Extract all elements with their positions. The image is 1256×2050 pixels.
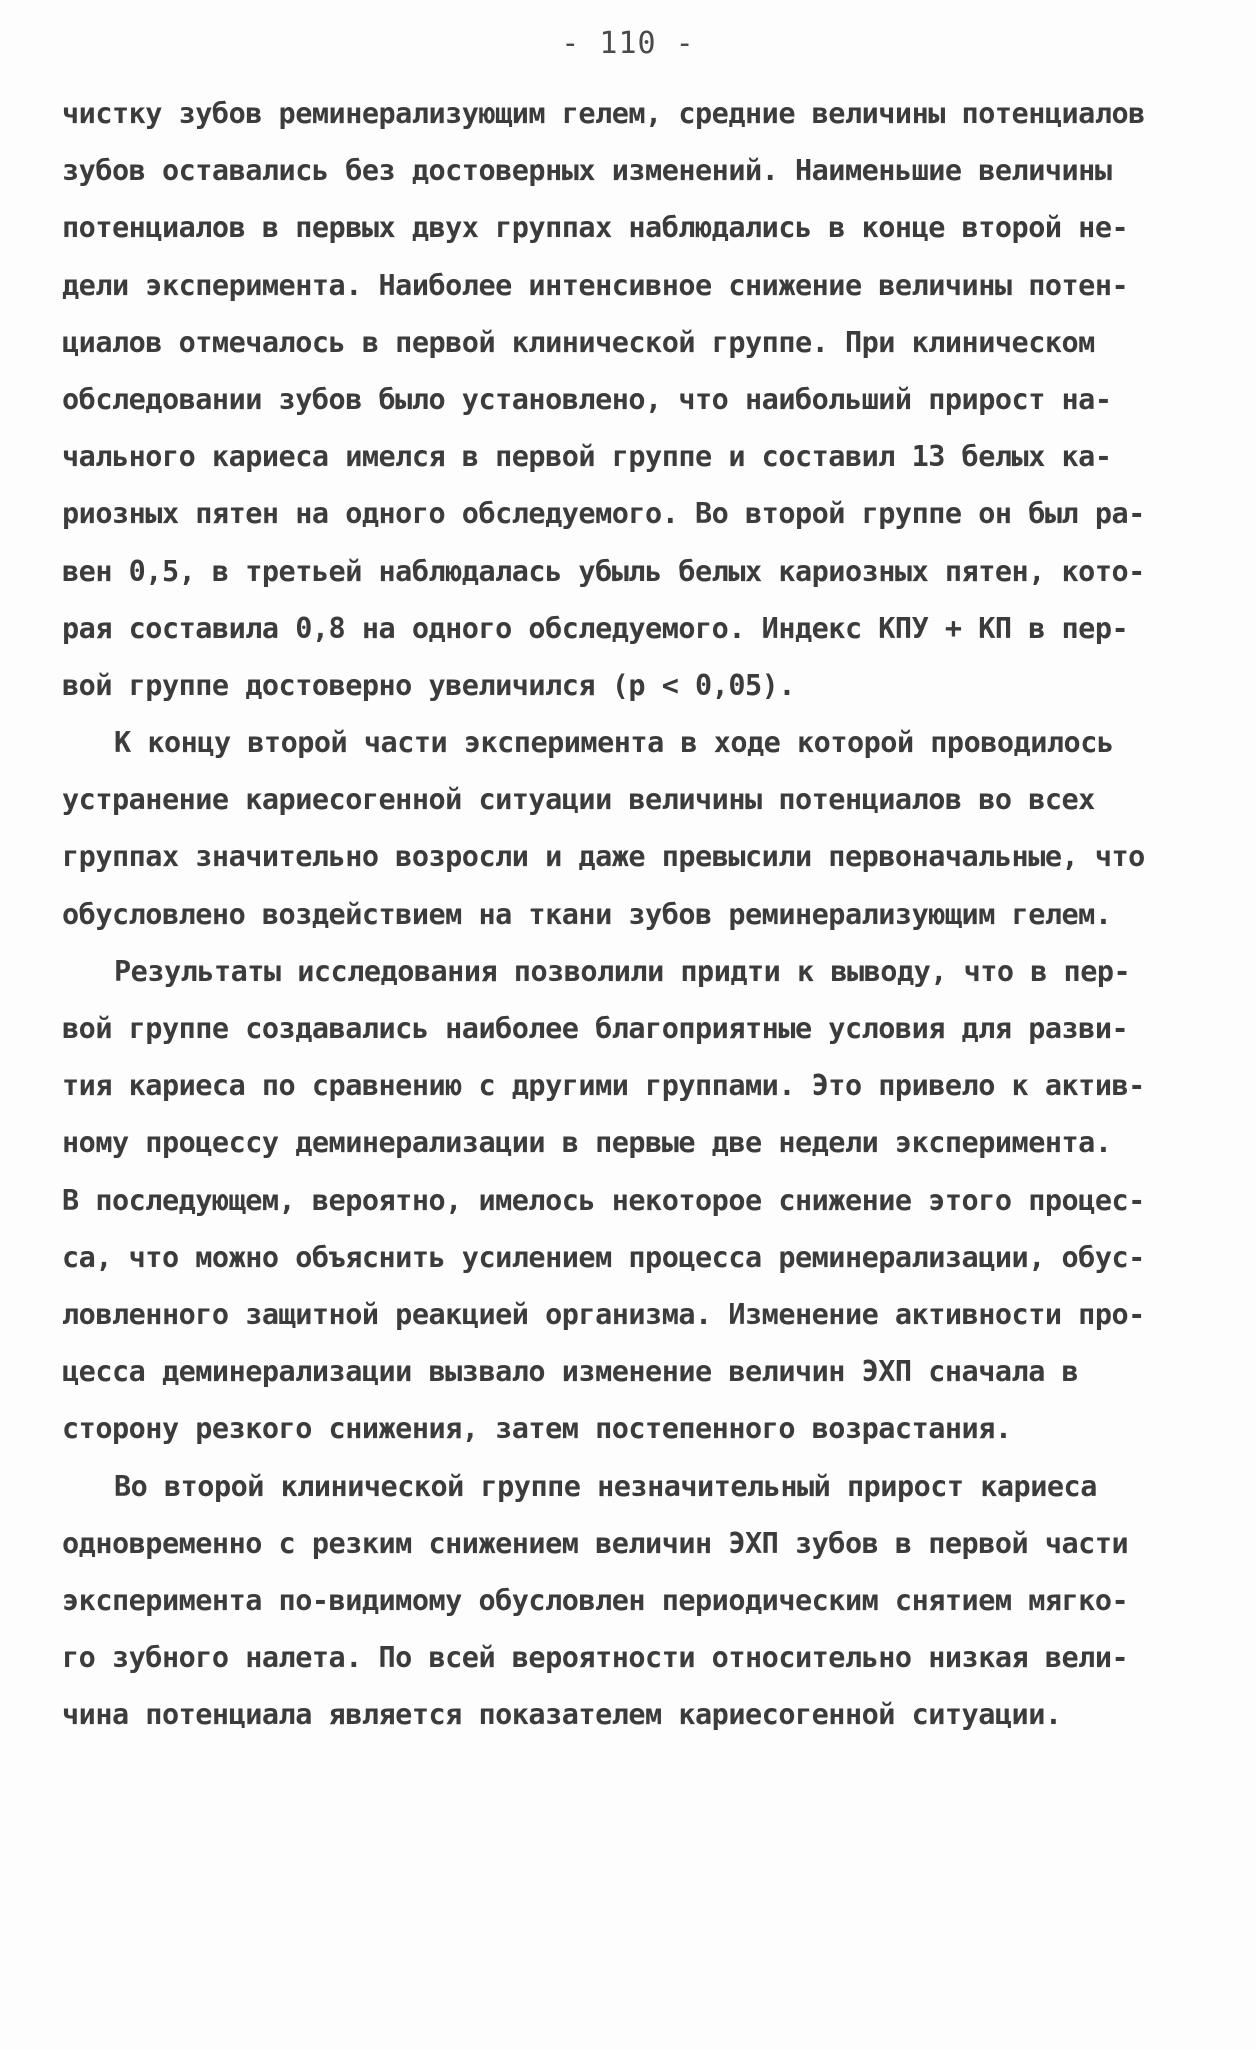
text-line: В последующем, вероятно, имелось некоторое снижение этого процес- bbox=[62, 1183, 1145, 1217]
text-line: циалов отмечалось в первой клинической группе. При клиническом bbox=[62, 325, 1095, 359]
text-line: потенциалов в первых двух группах наблюдались в конце второй не- bbox=[62, 211, 1129, 245]
paragraph-start-line: Во второй клинической группе незначительный прирост кариеса bbox=[114, 1469, 1097, 1503]
text-line: чального кариеса имелся в первой группе и составил 13 белых ка- bbox=[62, 440, 1112, 474]
text-line: рая составила 0,8 на одного обследуемого. Индекс КПУ + КП в пер- bbox=[62, 611, 1129, 645]
text-line: одновременно с резким снижением величин ЭХП зубов в первой части bbox=[62, 1526, 1129, 1560]
text-line: ловленного защитной реакцией организма. Изменение активности про- bbox=[62, 1297, 1145, 1331]
paragraph-start-line: Результаты исследования позволили придти к выводу, что в пер- bbox=[114, 954, 1131, 988]
text-line: дели эксперимента. Наиболее интенсивное снижение величины потен- bbox=[62, 268, 1129, 302]
text-line: цесса деминерализации вызвало изменение величин ЭХП сначала в bbox=[62, 1355, 1079, 1389]
text-line: ному процессу деминерализации в первые две недели эксперимента. bbox=[62, 1126, 1112, 1160]
paragraph-start-line: К концу второй части эксперимента в ходе которой проводилось bbox=[114, 726, 1114, 760]
text-line: устранение кариесогенной ситуации величины потенциалов во всех bbox=[62, 783, 1095, 817]
text-line: вой группе достоверно увеличился (р < 0,05). bbox=[62, 668, 795, 702]
text-line: чина потенциала является показателем кариесогенной ситуации. bbox=[62, 1698, 1062, 1732]
text-line: сторону резкого снижения, затем постепенного возрастания. bbox=[62, 1412, 1012, 1446]
text-line: риозных пятен на одного обследуемого. Во второй группе он был ра- bbox=[62, 497, 1145, 531]
text-line: обусловлено воздействием на ткани зубов реминерализующим гелем. bbox=[62, 897, 1112, 931]
text-line: вен 0,5, в третьей наблюдалась убыль белых кариозных пятен, кото- bbox=[62, 554, 1145, 588]
text-line: тия кариеса по сравнению с другими группами. Это привело к актив- bbox=[62, 1069, 1145, 1103]
text-line: зубов оставались без достоверных изменений. Наименьшие величины bbox=[62, 154, 1112, 188]
text-line: го зубного налета. По всей вероятности относительно низкая вели- bbox=[62, 1641, 1129, 1675]
text-line: эксперимента по-видимому обусловлен периодическим снятием мягко- bbox=[62, 1583, 1129, 1617]
text-line: вой группе создавались наиболее благоприятные условия для разви- bbox=[62, 1012, 1129, 1045]
text-line: группах значительно возросли и даже превысили первоначальные, что bbox=[62, 840, 1145, 874]
page-number: - 110 - bbox=[561, 26, 695, 61]
text-line: са, что можно объяснить усилением процесса реминерализации, обус- bbox=[62, 1240, 1145, 1274]
body-text bbox=[62, 85, 1196, 1743]
text-line: обследовании зубов было установлено, что наибольший прирост на- bbox=[62, 382, 1112, 416]
text-line: чистку зубов реминерализующим гелем, средние величины потенциалов bbox=[62, 97, 1145, 130]
